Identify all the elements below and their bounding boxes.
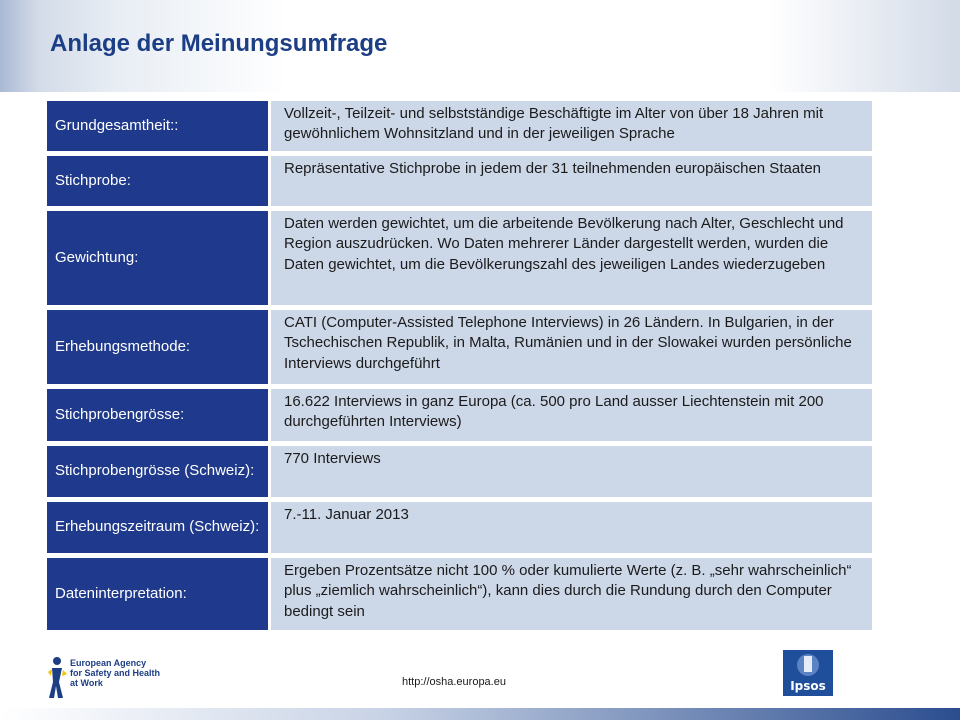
header-accent	[0, 0, 40, 92]
row-value: Ergeben Prozentsätze nicht 100 % oder kumulierte Werte (z. B. „sehr wahrscheinlich“ plus „ziemlich wahrscheinlich“), kann dies durch die Rundung durch den Computer bedingt sein	[271, 558, 872, 630]
footer-band	[0, 708, 960, 720]
row-value: Repräsentative Stichprobe in jedem der 31 teilnehmenden europäischen Staaten	[271, 156, 872, 206]
table-row	[47, 310, 872, 384]
ipsos-emblem-icon	[783, 650, 833, 680]
eu-osha-logo	[46, 656, 176, 702]
row-value: 7.-11. Januar 2013	[271, 502, 872, 553]
table-row	[47, 502, 872, 553]
row-value: 16.622 Interviews in ganz Europa (ca. 500 pro Land ausser Liechtenstein mit 200 durchgeführten Interviews)	[271, 389, 872, 441]
eu-osha-figure-icon	[46, 656, 68, 700]
table-row	[47, 446, 872, 497]
row-label: Stichprobengrösse:	[47, 389, 268, 441]
row-value: 770 Interviews	[271, 446, 872, 497]
table-row	[47, 558, 872, 630]
row-value: Vollzeit-, Teilzeit- und selbstständige Beschäftigte im Alter von über 18 Jahren mit gewöhnlichem Wohnsitzland und in der jeweiligen Sprache	[271, 101, 872, 151]
table-row	[47, 101, 872, 151]
ipsos-wordmark: Ipsos	[790, 679, 826, 693]
row-label: Erhebungszeitraum (Schweiz):	[47, 502, 268, 553]
row-label: Stichprobe:	[47, 156, 268, 206]
row-value: Daten werden gewichtet, um die arbeitende Bevölkerung nach Alter, Geschlecht und Region auszudrücken. Wo Daten mehrerer Länder dargestellt werden, wurden die Daten gewichtet, um die Bevölkerungszahl des jeweiligen Landes wiederzugeben	[271, 211, 872, 305]
page-title: Anlage der Meinungsumfrage	[50, 30, 388, 57]
table-row	[47, 156, 872, 206]
survey-details-table	[47, 101, 872, 635]
row-label: Grundgesamtheit::	[47, 101, 268, 151]
row-label: Erhebungsmethode:	[47, 310, 268, 384]
ipsos-logo	[783, 650, 833, 696]
row-label: Dateninterpretation:	[47, 558, 268, 630]
row-label: Stichprobengrösse (Schweiz):	[47, 446, 268, 497]
footer-link[interactable]: http://osha.europa.eu	[402, 676, 506, 688]
eu-osha-wordmark: European Agency for Safety and Health at Work	[70, 658, 161, 688]
row-label: Gewichtung:	[47, 211, 268, 305]
table-row	[47, 389, 872, 441]
table-row	[47, 211, 872, 305]
row-value: CATI (Computer-Assisted Telephone Interviews) in 26 Ländern. In Bulgarien, in der Tschechischen Republik, in Malta, Rumänien und in der Slowakei wurden persönliche Interviews durchgeführt	[271, 310, 872, 384]
